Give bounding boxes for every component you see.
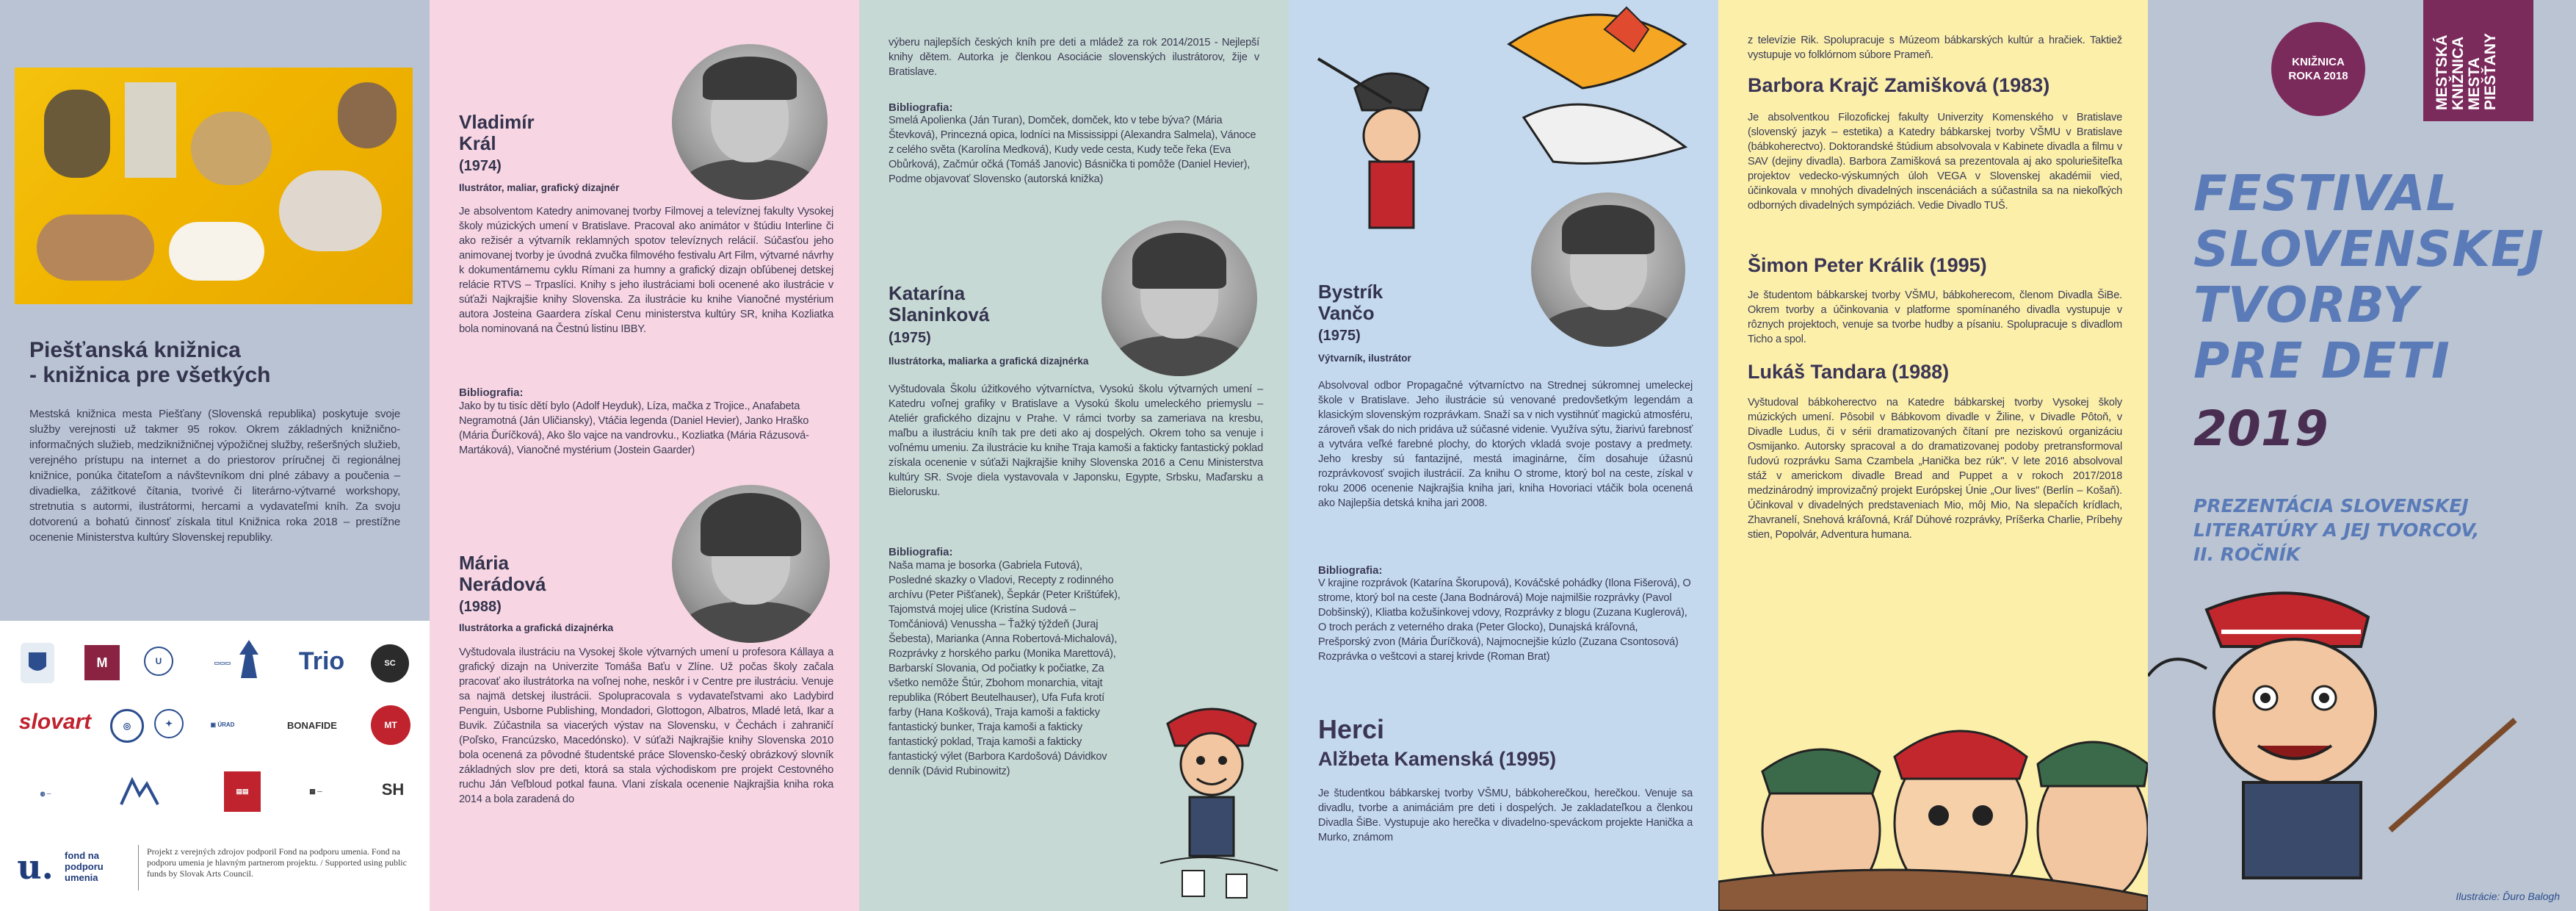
university-logo: U	[144, 647, 173, 676]
bystrik-vanco-bio: Absolvoval odbor Propagačné výtvarníctvo na Strednej súkromnej umeleckej škole v Bratislave. Jeho ilustrácie sú venované predovšetkým legendám a klasickým slovenským rozprávkam. Snaží sa v nich vystihnúť magickú atmosféru, zároveň však do nich pridáva už súčasné videnie. Využíva sýtu, žiarivú farebnosť a vytvára veľké farebné plochy, do ktorých vkladá svoje postavy a predmety. Jeho kresby sú fantazijné, mestá imaginárne, čím dosahuje úžasnú rozprávkovosť svojich ilustrácií. Za knihu O strome, ktorý bol na ceste, získal v roku 2006 ocenenie Najkrajšia kniha jari, kniha Hovoriaci vtáčik bola ocenená ako Najlepšia detská kniha jari 2008.	[1318, 380, 1693, 509]
festival-subtitle	[2193, 494, 2479, 566]
vladimir-kral-bio: Je absolventom Katedry animovanej tvorby Filmovej a televíznej fakulty Vysokej školy múzických umení v Bratislave. Pracoval ako animátor v štúdiu Interline či ako režisér a výtvarník reklamných spotov televíznych relácií. Súčasťou jeho animovanej tvorby je úvodná zvučka filmového festivalu Art Film, výtvarné návrhy k dokumentárnemu cyklu Rímani za humny a grafický dizajn obľúbenej detskej relácie RTVS – Trpaslíci. Knihy s jeho ilustráciami boli ocenené ako ilustrácie v súťaži Najkrajšie knihy Slovenska. Za ilustrácie ku knihe Vianočné mystérium autora Josteina Gaardera získal Cenu ministerstva kultúry SR, kniha Kozliatka bola nominovaná na Čestnú listinu IBBY.	[459, 206, 833, 335]
library-heading: Piešťanská knižnica - knižnica pre všetkých	[29, 338, 271, 387]
kamenska-bio-continued: z televízie Rik. Spolupracuje s Múzeom bábkarských kultúr a hračiek. Taktiež vystupuje vo folklórnom súbore Prameň.	[1748, 35, 2122, 61]
vladimir-kral-bibliography: Jako by tu tisíc dětí bylo (Adolf Heyduk), Líza, mačka z Trojice., Anafabeta Negramotná (Ján Uličiansky), Vtáčia legenda (Daniel Hevier), Janko Hraško (Mária Ďuríčková), Ako šlo vajce na vandrovku., Kozliatka (Mária Rázusová-Martáková), Vianočné mystérium (Jostein Gaarder)	[459, 400, 809, 456]
mesto-piestany-logo	[21, 643, 54, 683]
panel-actors	[1718, 0, 2148, 911]
round-seal-logo: ◎	[110, 709, 144, 743]
bystrik-vanco-year: (1975)	[1318, 328, 1361, 344]
ministry-seal-logo: ✦	[154, 709, 184, 738]
fund-support-text: Projekt z verejných zdrojov podporil Fond na podporu umenia. Fond na podporu umenia je hlavným partnerom projektu. / Supported using public funds by Slovak Arts Council.	[147, 846, 407, 879]
sh-logo: SH	[381, 780, 405, 799]
partner-logos-section	[0, 621, 430, 911]
lukas-tandara-name: Lukáš Tandara (1988)	[1748, 361, 1950, 383]
katarina-slaninkova-bibliography: Naša mama je bosorka (Gabriela Futová), Posledné skazky o Vladovi, Recepty z rodinného archívu (Peter Pišťanek), Šepkár (Peter Krištúfek), Tajomstvá mojej ulice (Kristína Sudová – Tomčániová) Venussha – Ťažký týždeň (Juraj Šebesta), Marianka (Anna Robertová-Michalová), Rozprávky z horského parku (Monika Marettová), Barbarskí Slovania, Od počiatky k počiatke, Za všetko nemôže Štúr, Zbohom monarchia, vitajt republika (Róbert Beutelhauser), Ufa Fufa krotí farby (Hana Košková), Traja kamoši a fakticky fantastický bunker, Traja kamoši a fakticky fantastický poklad, Traja kamoši a fakticky fantastický výlet (Barbora Kardošová) Dávidkov denník (Dávid Rubinowitz)	[889, 560, 1121, 777]
children-reading-photo	[15, 68, 413, 304]
festival-title-line-1: FESTIVAL	[2193, 165, 2459, 222]
prague-library-logo: ▦ ─	[309, 787, 322, 795]
neradova-bibliography: Smelá Apolienka (Ján Turan), Domček, domček, kto v tebe býva? (Mária Števková), Princezná opica, lodníci na Mississippi (Alexandra Salmela), Vánoce z celého světa (Karolína Medková), Kudy vede cesta, Kudy teče řeka (Eva Obůrková), Začmúr očká (Tomáš Janovic) Básnička ti pomôže (Daniel Hevier), Podme objavovať Slovensko (autorská knižka)	[889, 115, 1256, 185]
vladimir-kral-photo	[672, 44, 828, 200]
festival-title-line-3: TVORBY	[2193, 276, 2419, 334]
katarina-slaninkova-name: Katarína Slaninková	[889, 282, 990, 325]
stecno-logo: SC	[371, 644, 409, 683]
fund-logo: u.	[17, 847, 54, 887]
library-logo-vertical	[2423, 0, 2533, 121]
maria-neradova-bio: Vyštudovala ilustráciu na Vysokej škole výtvarných umení u profesora Kállaya a grafický dizajn na Univerzite Tomáša Baťu v Zlíne. Už počas školy začala pracovať ako ilustrátorka na voľnej nohe, neskôr i v Centre pre ilustráciu. Venuje sa najmä detskej ilustrácii. Spolupracovala s vydavateľstvami ako Ladybird Penguin, Usborne Publishing, Mondadori, Glottogon, Albatros, Mladé letá, Ikar a Buvik. Zúčastnila sa viacerých výstav na Slovensku, v Čechách i zahraničí (Poľsko, Francúzsko, Macedónsko). V súťaži Najkrajšie knihy Slovenska 2010 bola ocenená za pôvodné študentské práce Slovensko-český obrázkový slovník základných slov pre deti, ktorá sa stala východiskom pre projekt Cestovného ruchu Ján Veľbloud potkal fauna. Vlani získala ocenenie Najkrajšia kniha roka 2014 a bola zaradená do	[459, 647, 833, 805]
bystrik-vanco-photo	[1531, 192, 1685, 347]
festival-title	[2193, 165, 2544, 389]
simon-kralik-name: Šimon Peter Králik (1995)	[1748, 254, 1987, 276]
barbora-zamiskova-name: Barbora Krajč Zamišková (1983)	[1748, 74, 2050, 96]
katarina-slaninkova-year: (1975)	[889, 330, 931, 346]
bonafide-logo: BONAFIDE	[287, 719, 337, 731]
vladimir-kral-bib-label: Bibliografia:	[459, 386, 524, 399]
cartoon-character-illustration	[1138, 694, 1289, 907]
library-logo-small: M	[84, 645, 120, 680]
library-of-year-badge: KNIŽNICA ROKA 2018	[2271, 22, 2365, 116]
alzbeta-kamenska-name: Alžbeta Kamenská (1995)	[1318, 748, 1557, 770]
panel-illustrators-2	[859, 0, 1289, 911]
cover-character-illustration	[2148, 588, 2576, 882]
lukas-tandara-bio: Vyštudoval bábkoherectvo na Katedre bábkarskej tvorby Vysokej školy múzických umení. Pôsobil v Bábkovom divadle v Žiline, v Divadle Pôtoň, v Divadle Ludus, či v sérii dramatizovaných čítaní pre neziskovú organizáciu Osmijanko. Autorsky spracoval a do dramatizovanej podoby pretransformoval ľudovú rozprávku Sama Czambela „Hanička bez rúk". V lete 2016 absolvoval stáž v americkom divadle Bread and Puppet a v rokoch 2017/2018 medzinárodný improvizačný projekt Európskej Únie „Our lives" (Berlín – Košaň). Účinkoval v divadelných predstaveniach Mio, môj Mio, Na slepačích krídlach, Zhavranelí, Snehová kráľovná, Kráľ Dúhové rozprávky, Príšerka Charlie, Príbehy stien, Popolvár, Adventura humana.	[1748, 397, 2122, 541]
cartoon-crowd-illustration	[1718, 588, 2148, 911]
library-description: Mestská knižnica mesta Piešťany (Slovenská republika) poskytuje svoje služby verejnosti už takmer 95 rokov. Okrem základných knižnično-informačných služieb, medziknižničnej výpožičnej služby, rešeršných služieb, verejného prístupu na internet a do priestorov príručnej či regionálnej knižnice, ponúka čitateľom a návštevníkom dni plné zábavy a poučenia – divadielka, zážitkové čítania, tvorivé či literárno-výtvarné workshopy, stretnutia s autormi, ilustrátormi, hercami a vydavateľmi kníh. Za svoju dotvorenú a bohatú činnosť získala titul Knižnica roka 2018 – prestížne ocenenie Ministerstva kultúry Slovenskej republiky.	[29, 408, 400, 544]
vladimir-kral-role: Ilustrátor, maliar, grafický dizajnér	[459, 182, 620, 193]
government-office-logo: ▣ ÚRAD	[210, 721, 235, 728]
neradova-bio-continued: výberu najlepších českých kníh pre deti a mládež za rok 2014/2015 - Nejlepší knihy dětem. Autorka je členkou Asociácie slovenských ilustrátorov, žije v Bratislave.	[889, 37, 1259, 78]
slovart-logo: slovart	[18, 710, 92, 734]
barbora-zamiskova-bio: Je absolventkou Filozofickej fakulty Univerzity Komenského v Bratislave (slovenský jazyk – estetika) a Katedry bábkarskej tvorby VŠMU v Bratislave (bábkoherectvo). Doktorandské štúdium absolvovala v Kabinete divadla a filmu v SAV (dejiny divadla). Barbora Zamišková sa prezentovala aj ako spoluriešiteľka projektov vedecko-výskumných úloh VEGA v Slovenskej akadémii vied, účinkovala v mnohých divadelných inscenáciách a súčastnila sa na niekoľkých odborných divadelných sympóziách. Vedie Divadlo TUŠ.	[1748, 112, 2122, 212]
mt-logo: MT	[371, 705, 410, 745]
festival-year: 2019	[2193, 400, 2329, 457]
panel-illustrators-1	[430, 0, 859, 911]
illustration-credit: Ilustrácie: Ďuro Balogh	[2456, 890, 2560, 902]
maria-neradova-role: Ilustrátorka a grafická dizajnérka	[459, 622, 614, 633]
maria-neradova-year: (1988)	[459, 599, 502, 615]
festival-subtitle-line-3: II. ROČNÍK	[2193, 544, 2301, 565]
maria-neradova-photo	[672, 485, 830, 643]
katarina-slaninkova-bio: Vyštudovala Školu úžitkového výtvarníctva, Vysokú školu výtvarných umení – Katedru voľnej grafiky v Bratislave a Vysokú školu umeleckého priemyslu – Ateliér grafického dizajnu v Prahe. V rámci tvorby sa zameriava na kresbu, maľbu a ilustráciu kníh tak pre deti ako aj dospelých. Okrem toho sa venuje i voľnému umeniu. Za ilustrácie ku knihe Traja kamoši a fakticky fantastický poklad získala ocenenie v súťaži Najkrajšie knihy Slovenska 2016 a Cenu Ministerstva kultúry SR. Svoje diela vystavovala v Japonsku, Egypte, Srbsku, Maďarsku a Bielorusku.	[889, 384, 1263, 498]
bystrik-vanco-role: Výtvarník, ilustrátor	[1318, 353, 1411, 364]
panel-cover	[2148, 0, 2576, 911]
panel-illustrator-and-actors	[1289, 0, 1718, 911]
katarina-slaninkova-photo	[1101, 220, 1257, 376]
library-info-section	[0, 0, 430, 621]
maria-neradova-name: Mária Nerádová	[459, 552, 546, 595]
state-logo: ▭▭▭	[214, 659, 231, 666]
panel-library	[0, 0, 430, 911]
katarina-slaninkova-role: Ilustrátorka, maliarka a grafická dizajnérka	[889, 356, 1089, 367]
neradova-bib-label: Bibliografia:	[889, 101, 953, 114]
festival-title-line-4: PRE DETI	[2193, 332, 2450, 389]
bystrik-vanco-bibliography: V krajine rozprávok (Katarína Škorupová), Kováčské pohádky (Ilona Fišerová), O strome, ktorý bol na ceste (Jana Bodnárová) Moje najmilšie rozprávky (Pavol Dobšinský), Kliatba kožušinkovej vdovy, Rozprávky z blogu (Zuzana Kuglerová), O troch perách z veterného draka (Peter Glocko), Dunajská kráľovná, Prešporský zvon (Mária Ďuríčková), Najmocnejšie kúzlo (Zuzana Csontosová) Rozprávka o veštcovi a starej krivde (Roman Brat)	[1318, 577, 1691, 663]
vladimir-kral-year: (1974)	[459, 158, 502, 174]
alzbeta-kamenska-bio: Je študentkou bábkarskej tvorby VŠMU, bábkoherečkou, herečkou. Venuje sa divadlu, tvorbe a animáciám pre deti i dospelých. Je zakladateľkou a členkou Divadla ŠiBe. Vystupuje ako herečka v divadelno-speváckom projekte Hanička a Murko, známom	[1318, 788, 1693, 843]
ikar-logo	[235, 637, 263, 681]
bystrik-vanco-name: Bystrík Vančo	[1318, 281, 1383, 324]
katarina-slaninkova-bib-label: Bibliografia:	[889, 546, 953, 558]
festival-title-line-2: SLOVENSKEJ	[2193, 220, 2544, 278]
festival-subtitle-line-1: PREZENTÁCIA SLOVENSKEJ	[2193, 495, 2469, 516]
festival-subtitle-line-2: LITERATÚRY A JEJ TVORCOV,	[2193, 519, 2480, 541]
library-logo-text: MESTSKÁ KNIŽNICA MESTA PIEŠŤANY	[2434, 32, 2499, 110]
moravian-library-logo	[106, 771, 173, 812]
festival-red-logo: ▤▤	[224, 771, 261, 812]
fund-title: fond na podporu umenia	[65, 850, 104, 883]
bystrik-vanco-bib-label: Bibliografia:	[1318, 564, 1383, 577]
vladimir-kral-name: Vladimír Král	[459, 111, 535, 154]
fund-divider	[138, 845, 139, 890]
ministry-culture-logo: ◍ ─	[40, 790, 51, 797]
actors-heading: Herci	[1318, 714, 1385, 744]
simon-kralik-bio: Je študentom bábkarskej tvorby VŠMU, bábkoherecom, členom Divadla ŠiBe. Okrem tvorby a účinkovania v platforme spomínaného divadla vystupuje v rôznych projektoch, venuje sa tvorbe hudby a písaniu. Spolupracuje s divadlom Ticho a spol.	[1748, 289, 2122, 345]
trio-logo: Trio	[298, 647, 345, 675]
